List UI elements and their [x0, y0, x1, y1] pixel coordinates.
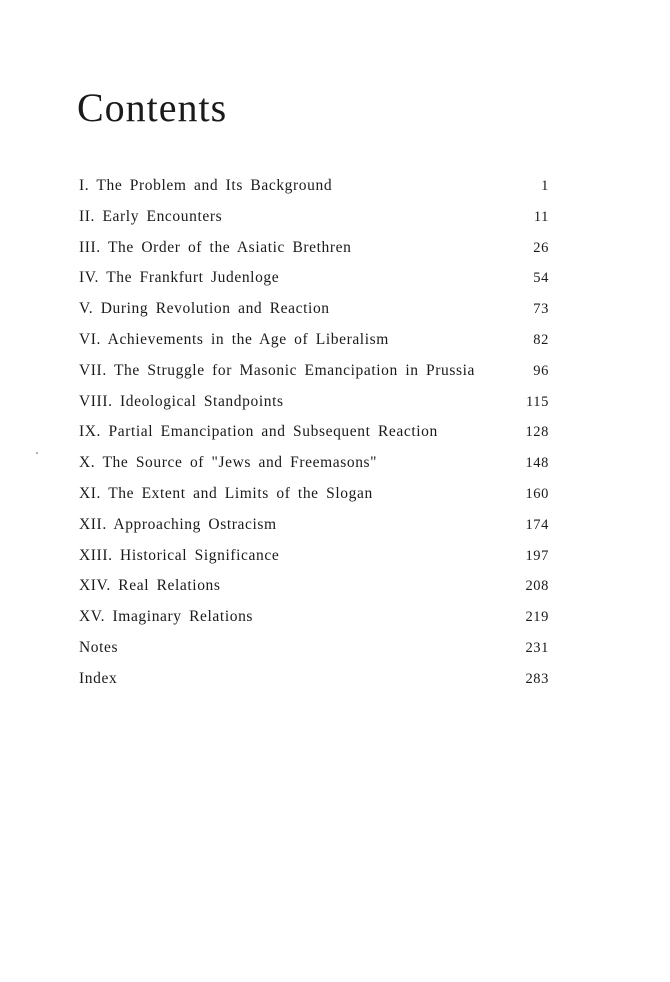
toc-entry	[79, 455, 549, 486]
toc-entry-page: 26	[533, 239, 549, 256]
toc-entry-title: VIII. Ideological Standpoints	[79, 392, 284, 410]
toc-entry	[79, 424, 549, 455]
toc-entry	[79, 240, 549, 271]
toc-entry-page: 82	[533, 331, 549, 348]
toc-entry-page: 208	[525, 578, 549, 595]
toc-entry	[79, 332, 549, 363]
toc-entry-page: 1	[541, 178, 549, 194]
toc-entry-title: XIII. Historical Significance	[79, 546, 280, 564]
toc-entry-title: IX. Partial Emancipation and Subsequent Reaction	[79, 423, 438, 441]
toc-entry-title: XV. Imaginary Relations	[79, 608, 254, 626]
toc-entry	[79, 671, 549, 702]
toc-entry-page: 54	[533, 270, 549, 287]
toc-entry-title: XI. The Extent and Limits of the Slogan	[79, 484, 373, 502]
toc-entry	[79, 270, 549, 301]
toc-entry-page: 160	[525, 485, 549, 502]
toc-entry-page: 115	[525, 393, 549, 410]
toc-entry	[79, 301, 549, 332]
stray-mark	[36, 452, 38, 454]
toc-entry	[79, 548, 549, 579]
toc-entry-title: IV. The Frankfurt Judenloge	[79, 269, 280, 287]
toc-entry-title: XIV. Real Relations	[79, 577, 221, 595]
page-title: Contents	[77, 85, 228, 130]
toc-entry-title: I. The Problem and Its Background	[79, 177, 333, 194]
toc-entry	[79, 209, 549, 240]
toc-entry	[79, 363, 549, 394]
toc-entry-page: 11	[533, 208, 549, 225]
toc-entry-page: 128	[525, 424, 549, 441]
toc-entry	[79, 609, 549, 640]
toc-entry-title: VI. Achievements in the Age of Liberalism	[79, 330, 389, 348]
toc-entry	[79, 578, 549, 609]
toc-entry-title: III. The Order of the Asiatic Brethren	[79, 238, 352, 256]
toc-entry-title: VII. The Struggle for Masonic Emancipation in Prussia	[79, 361, 476, 379]
toc-entry-page: 283	[525, 670, 549, 687]
toc-entry	[79, 394, 549, 425]
toc-entry-title: V. During Revolution and Reaction	[79, 300, 330, 318]
toc-entry-title: X. The Source of "Jews and Freemasons"	[79, 454, 378, 472]
toc-entry-title: Index	[79, 669, 118, 687]
toc-entry-title: XII. Approaching Ostracism	[79, 515, 277, 533]
toc-entry	[79, 178, 549, 209]
toc-entry-page: 197	[525, 547, 549, 564]
toc-entry	[79, 640, 549, 671]
table-of-contents	[79, 178, 549, 702]
toc-entry-title: Notes	[79, 638, 119, 656]
toc-entry-page: 96	[533, 362, 549, 379]
toc-entry	[79, 517, 549, 548]
toc-entry-page: 174	[525, 516, 549, 533]
toc-entry-title: II. Early Encounters	[79, 207, 223, 225]
toc-entry-page: 148	[525, 455, 549, 472]
toc-entry-page: 231	[525, 639, 549, 656]
toc-entry	[79, 486, 549, 517]
toc-entry-page: 219	[525, 609, 549, 626]
toc-entry-page: 73	[533, 301, 549, 318]
